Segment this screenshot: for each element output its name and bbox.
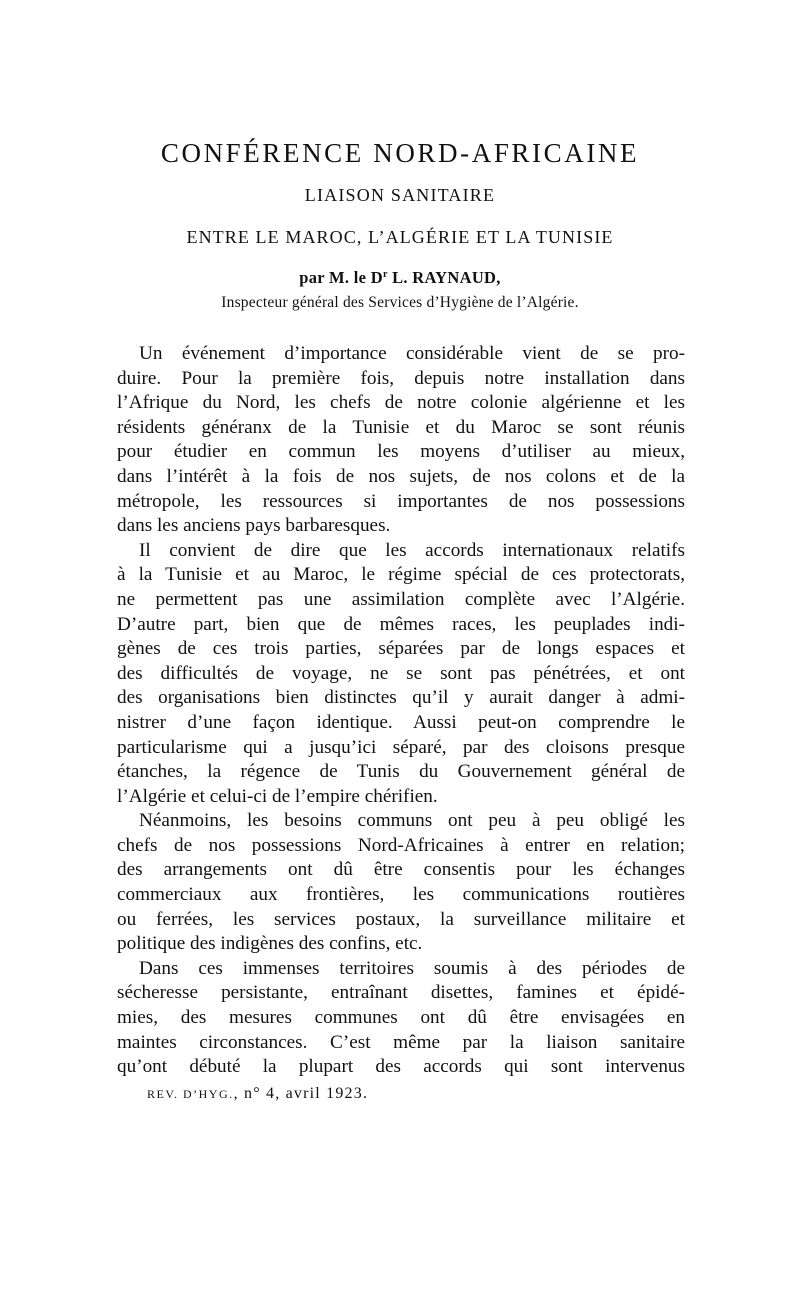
article-subtitle: LIAISON SANITAIRE xyxy=(304,185,496,205)
text-line: Dans ces immenses territoires soumis à des périodes de xyxy=(139,957,685,979)
text-line: qu’ont débuté la plupart des accords qui sont intervenus xyxy=(117,1056,685,1078)
text-line: maintes circonstances. C’est même par la liaison sanitaire xyxy=(117,1031,685,1053)
text-line: D’autre part, bien que de mêmes races, les peuplades indi- xyxy=(117,613,685,635)
text-line: Il convient de dire que les accords internationaux relatifs xyxy=(139,539,685,561)
author-title-superscript: r xyxy=(382,269,388,280)
text-line: dans l’intérêt à la fois de nos sujets, de nos colons et de la xyxy=(117,465,685,487)
text-line: nistrer d’une façon identique. Aussi peut-on comprendre le xyxy=(117,711,685,733)
text-line: ou ferrées, les services postaux, la surveillance militaire et xyxy=(117,908,685,930)
text-line: duire. Pour la première fois, depuis notre installation dans xyxy=(117,367,685,389)
body-text xyxy=(117,342,685,1080)
text-line: mies, des mesures communes ont dû être envisagées en xyxy=(117,1007,685,1029)
author-prefix: par M. le D xyxy=(299,268,383,287)
text-line: des organisations bien distinctes qu’il y aurait danger à admi- xyxy=(117,687,685,709)
text-line: particularisme qui a jusqu’ici séparé, par des cloisons presque xyxy=(117,736,685,758)
text-line: pour étudier en commun les moyens d’utiliser au mieux, xyxy=(117,441,685,463)
text-line: sécheresse persistante, entraînant disettes, famines et épidé- xyxy=(117,982,685,1004)
text-line: commerciaux aux frontières, les communications routières xyxy=(117,884,685,906)
text-line: résidents généranx de la Tunisie et du Maroc se sont réunis xyxy=(117,416,685,438)
text-line: l’Afrique du Nord, les chefs de notre colonie algérienne et les xyxy=(117,392,685,414)
text-line: des arrangements ont dû être consentis pour les échanges xyxy=(117,859,685,881)
text-line: chefs de nos possessions Nord-Africaines à entrer en relation; xyxy=(117,834,685,856)
text-line: Néanmoins, les besoins communs ont peu à peu obligé les xyxy=(139,810,685,832)
author-line xyxy=(0,268,800,288)
text-line: Un événement d’importance considérable vient de se pro- xyxy=(139,343,685,364)
article-subtitle-2: ENTRE LE MAROC, L’ALGÉRIE ET LA TUNISIE xyxy=(186,227,614,247)
page-footer xyxy=(147,1085,368,1103)
text-line: étanches, la régence de Tunis du Gouvernement général de xyxy=(117,761,685,783)
article-title: CONFÉRENCE NORD-AFRICAINE xyxy=(160,138,640,168)
text-line: des difficultés de voyage, ne se sont pas pénétrées, et ont xyxy=(117,662,685,684)
text-line: à la Tunisie et au Maroc, le régime spécial de ces protectorats, xyxy=(117,564,685,586)
text-line: politique des indigènes des confins, etc. xyxy=(117,933,423,955)
journal-abbreviation: REV. D’HYG. xyxy=(147,1087,234,1101)
text-line: l’Algérie et celui-ci de l’empire chérifien. xyxy=(117,785,438,807)
text-line: gènes de ces trois parties, séparées par de longs espaces et xyxy=(117,638,685,660)
issue-reference: , n° 4, avril 1923. xyxy=(233,1085,369,1102)
text-line: métropole, les ressources si importantes de nos possessions xyxy=(117,490,685,512)
author-affiliation: Inspecteur général des Services d’Hygiène de l’Algérie. xyxy=(221,294,579,311)
author-name: L. RAYNAUD, xyxy=(387,268,501,287)
text-line: dans les anciens pays barbaresques. xyxy=(117,515,391,537)
text-line: ne permettent pas une assimilation complète avec l’Algérie. xyxy=(117,588,685,610)
